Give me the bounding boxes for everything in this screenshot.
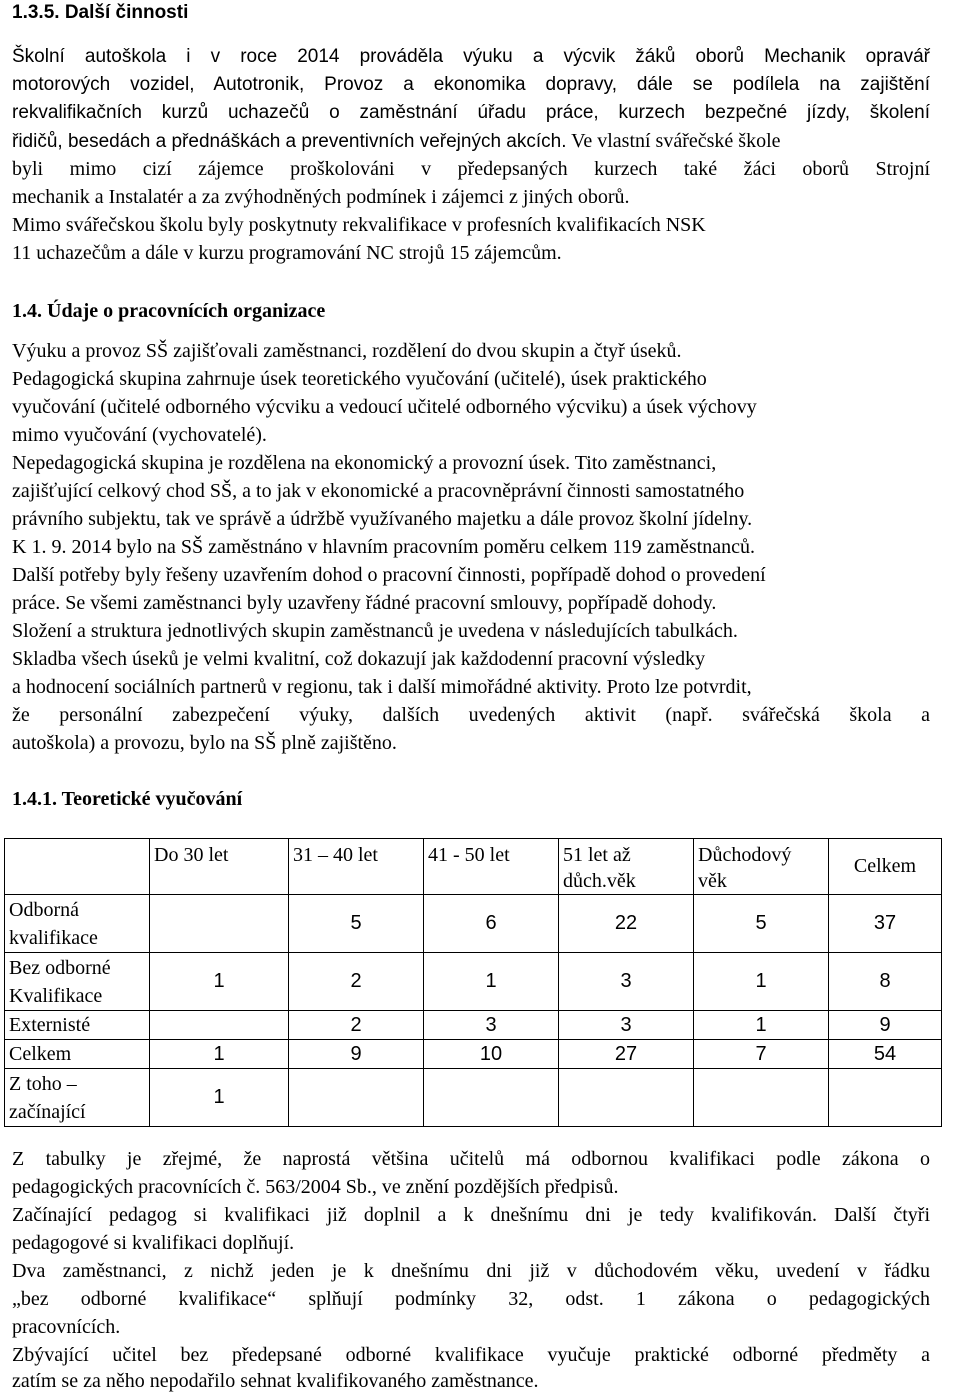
table-cell: 2 <box>289 953 424 1011</box>
text-line: rekvalifikačních kurzů uchazečů o zaměstnání úřadu práce, kurzech bezpečné jízdy, školení <box>12 102 930 123</box>
text-line: a hodnocení sociálních partnerů v regionu, tak i další mimořádné aktivity. Proto lze potvrdit, <box>12 676 752 698</box>
text-line: zatím se za něho nepodařilo sehnat kvalifikovaného zaměstnance. <box>12 1370 539 1392</box>
table-cell: 27 <box>559 1040 694 1069</box>
text-line: vyučování (učitelé odborného výcviku a vedoucí učitelé odborného výcviku) a úsek výchovy <box>12 396 757 418</box>
table-cell: 1 <box>150 1040 289 1069</box>
text-line: Z tabulky je zřejmé, že naprostá většina učitelů má odbornou kvalifikaci podle zákona o <box>12 1148 930 1170</box>
text-line: byli mimo cizí zájemce proškolováni v předepsaných kurzech také žáci oborů Strojní <box>12 158 930 180</box>
text-line: Složení a struktura jednotlivých skupin zaměstnanců je uvedena v následujících tabulkách. <box>12 620 738 642</box>
table-row <box>5 1040 942 1069</box>
heading-1-4: 1.4. Údaje o pracovnících organizace <box>12 300 326 322</box>
table-cell: 3 <box>559 1011 694 1040</box>
table-cell: 1 <box>694 1011 829 1040</box>
table-cell: 1 <box>150 953 289 1011</box>
text-line: Výuku a provoz SŠ zajišťovali zaměstnanci, rozdělení do dvou skupin a čtyř úseků. <box>12 340 682 362</box>
table-cell <box>150 895 289 953</box>
row-label: Externisté <box>5 1011 150 1040</box>
text-line: Začínající pedagog si kvalifikaci již doplnil a k dnešnímu dni je tedy kvalifikován. Další čtyři <box>12 1204 930 1226</box>
text-line: K 1. 9. 2014 bylo na SŠ zaměstnáno v hlavním pracovním poměru celkem 119 zaměstnanců. <box>12 536 755 558</box>
table-header-cell: 31 – 40 let <box>289 839 424 895</box>
text-line: Školní autoškola i v roce 2014 prováděla výuku a výcvik žáků oborů Mechanik opravář <box>12 46 930 67</box>
table-cell <box>694 1069 829 1127</box>
row-label: Odborná kvalifikace <box>5 895 150 953</box>
table-header-cell: Celkem <box>829 839 942 895</box>
table-cell: 2 <box>289 1011 424 1040</box>
text-line: práce. Se všemi zaměstnanci byly uzavřeny řádné pracovní smlouvy, popřípadě dohody. <box>12 592 717 614</box>
text-line: „bez odborné kvalifikace“ splňují podmínky 32, odst. 1 zákona o pedagogických <box>12 1288 930 1310</box>
row-label: Celkem <box>5 1040 150 1069</box>
table-cell: 22 <box>559 895 694 953</box>
text-line: Pedagogická skupina zahrnuje úsek teoretického vyučování (učitelé), úsek praktického <box>12 368 707 390</box>
heading-1-3-5: 1.3.5. Další činnosti <box>12 2 189 23</box>
table-cell <box>289 1069 424 1127</box>
text-segment: Ve vlastní svářečské škole <box>571 130 781 152</box>
table-cell: 9 <box>289 1040 424 1069</box>
table-cell: 1 <box>150 1069 289 1127</box>
text-segment: řidičů, besedách a přednáškách a preventivních veřejných akcích. <box>12 131 567 152</box>
text-line <box>12 128 781 155</box>
table-cell: 37 <box>829 895 942 953</box>
table-cell <box>150 1011 289 1040</box>
staff-age-table <box>4 838 942 1127</box>
row-label: Z toho – začínající <box>5 1069 150 1127</box>
table-row <box>5 953 942 1011</box>
text-line: motorových vozidel, Autotronik, Provoz a ekonomika dopravy, dále se podílela na zajištění <box>12 74 930 95</box>
table-cell: 1 <box>694 953 829 1011</box>
text-line: pedagogických pracovnících č. 563/2004 Sb., ve znění pozdějších předpisů. <box>12 1176 619 1198</box>
text-line: Nepedagogická skupina je rozdělena na ekonomický a provozní úsek. Tito zaměstnanci, <box>12 452 717 474</box>
table-header-cell: Důchodový věk <box>694 839 829 895</box>
text-line: mimo vyučování (vychovatelé). <box>12 424 267 446</box>
table-cell: 10 <box>424 1040 559 1069</box>
table-cell: 54 <box>829 1040 942 1069</box>
table-cell: 7 <box>694 1040 829 1069</box>
table-cell: 8 <box>829 953 942 1011</box>
table-cell: 6 <box>424 895 559 953</box>
table-header-cell: Do 30 let <box>150 839 289 895</box>
text-line: Skladba všech úseků je velmi kvalitní, což dokazují jak každodenní pracovní výsledky <box>12 648 706 670</box>
text-line: zajišťující celkový chod SŠ, a to jak v ekonomické a pracovněprávní činnosti samostatného <box>12 480 745 502</box>
text-line: mechanik a Instalatér a za zvýhodněných podmínek i zájemci z jiných oborů. <box>12 186 630 208</box>
text-line: Mimo svářečskou školu byly poskytnuty rekvalifikace v profesních kvalifikacích NSK <box>12 214 706 236</box>
table-header-row <box>5 839 942 895</box>
table-row <box>5 1011 942 1040</box>
text-line: pedagogové si kvalifikaci doplňují. <box>12 1232 295 1254</box>
text-line: autoškola) a provozu, bylo na SŠ plně zajištěno. <box>12 732 397 754</box>
table-cell: 5 <box>289 895 424 953</box>
text-line: právního subjektu, tak ve správě a údržbě využívaného majetku a dále provoz školní jídelny. <box>12 508 753 530</box>
table-header-cell <box>5 839 150 895</box>
table-cell: 5 <box>694 895 829 953</box>
table-cell: 1 <box>424 953 559 1011</box>
table-header-cell: 51 let až důch.věk <box>559 839 694 895</box>
table-row <box>5 1069 942 1127</box>
table-row <box>5 895 942 953</box>
text-line: Dva zaměstnanci, z nichž jeden je k dnešnímu dni již v důchodovém věku, uvedení v řádku <box>12 1260 930 1282</box>
heading-1-4-1: 1.4.1. Teoretické vyučování <box>12 788 243 810</box>
text-line: pracovnících. <box>12 1316 121 1338</box>
text-line: Zbývající učitel bez předepsané odborné kvalifikace vyučuje praktické odborné předměty a <box>12 1344 930 1366</box>
text-line: že personální zabezpečení výuky, dalších uvedených aktivit (např. svářečská škola a <box>12 704 930 726</box>
table-cell: 3 <box>559 953 694 1011</box>
text-line: 11 uchazečům a dále v kurzu programování NC strojů 15 zájemcům. <box>12 242 562 264</box>
table-cell <box>424 1069 559 1127</box>
table-cell: 3 <box>424 1011 559 1040</box>
table-header-cell: 41 - 50 let <box>424 839 559 895</box>
table-cell <box>829 1069 942 1127</box>
row-label: Bez odborné Kvalifikace <box>5 953 150 1011</box>
table-cell <box>559 1069 694 1127</box>
text-line: Další potřeby byly řešeny uzavřením dohod o pracovní činnosti, popřípadě dohod o provedení <box>12 564 766 586</box>
table-cell: 9 <box>829 1011 942 1040</box>
